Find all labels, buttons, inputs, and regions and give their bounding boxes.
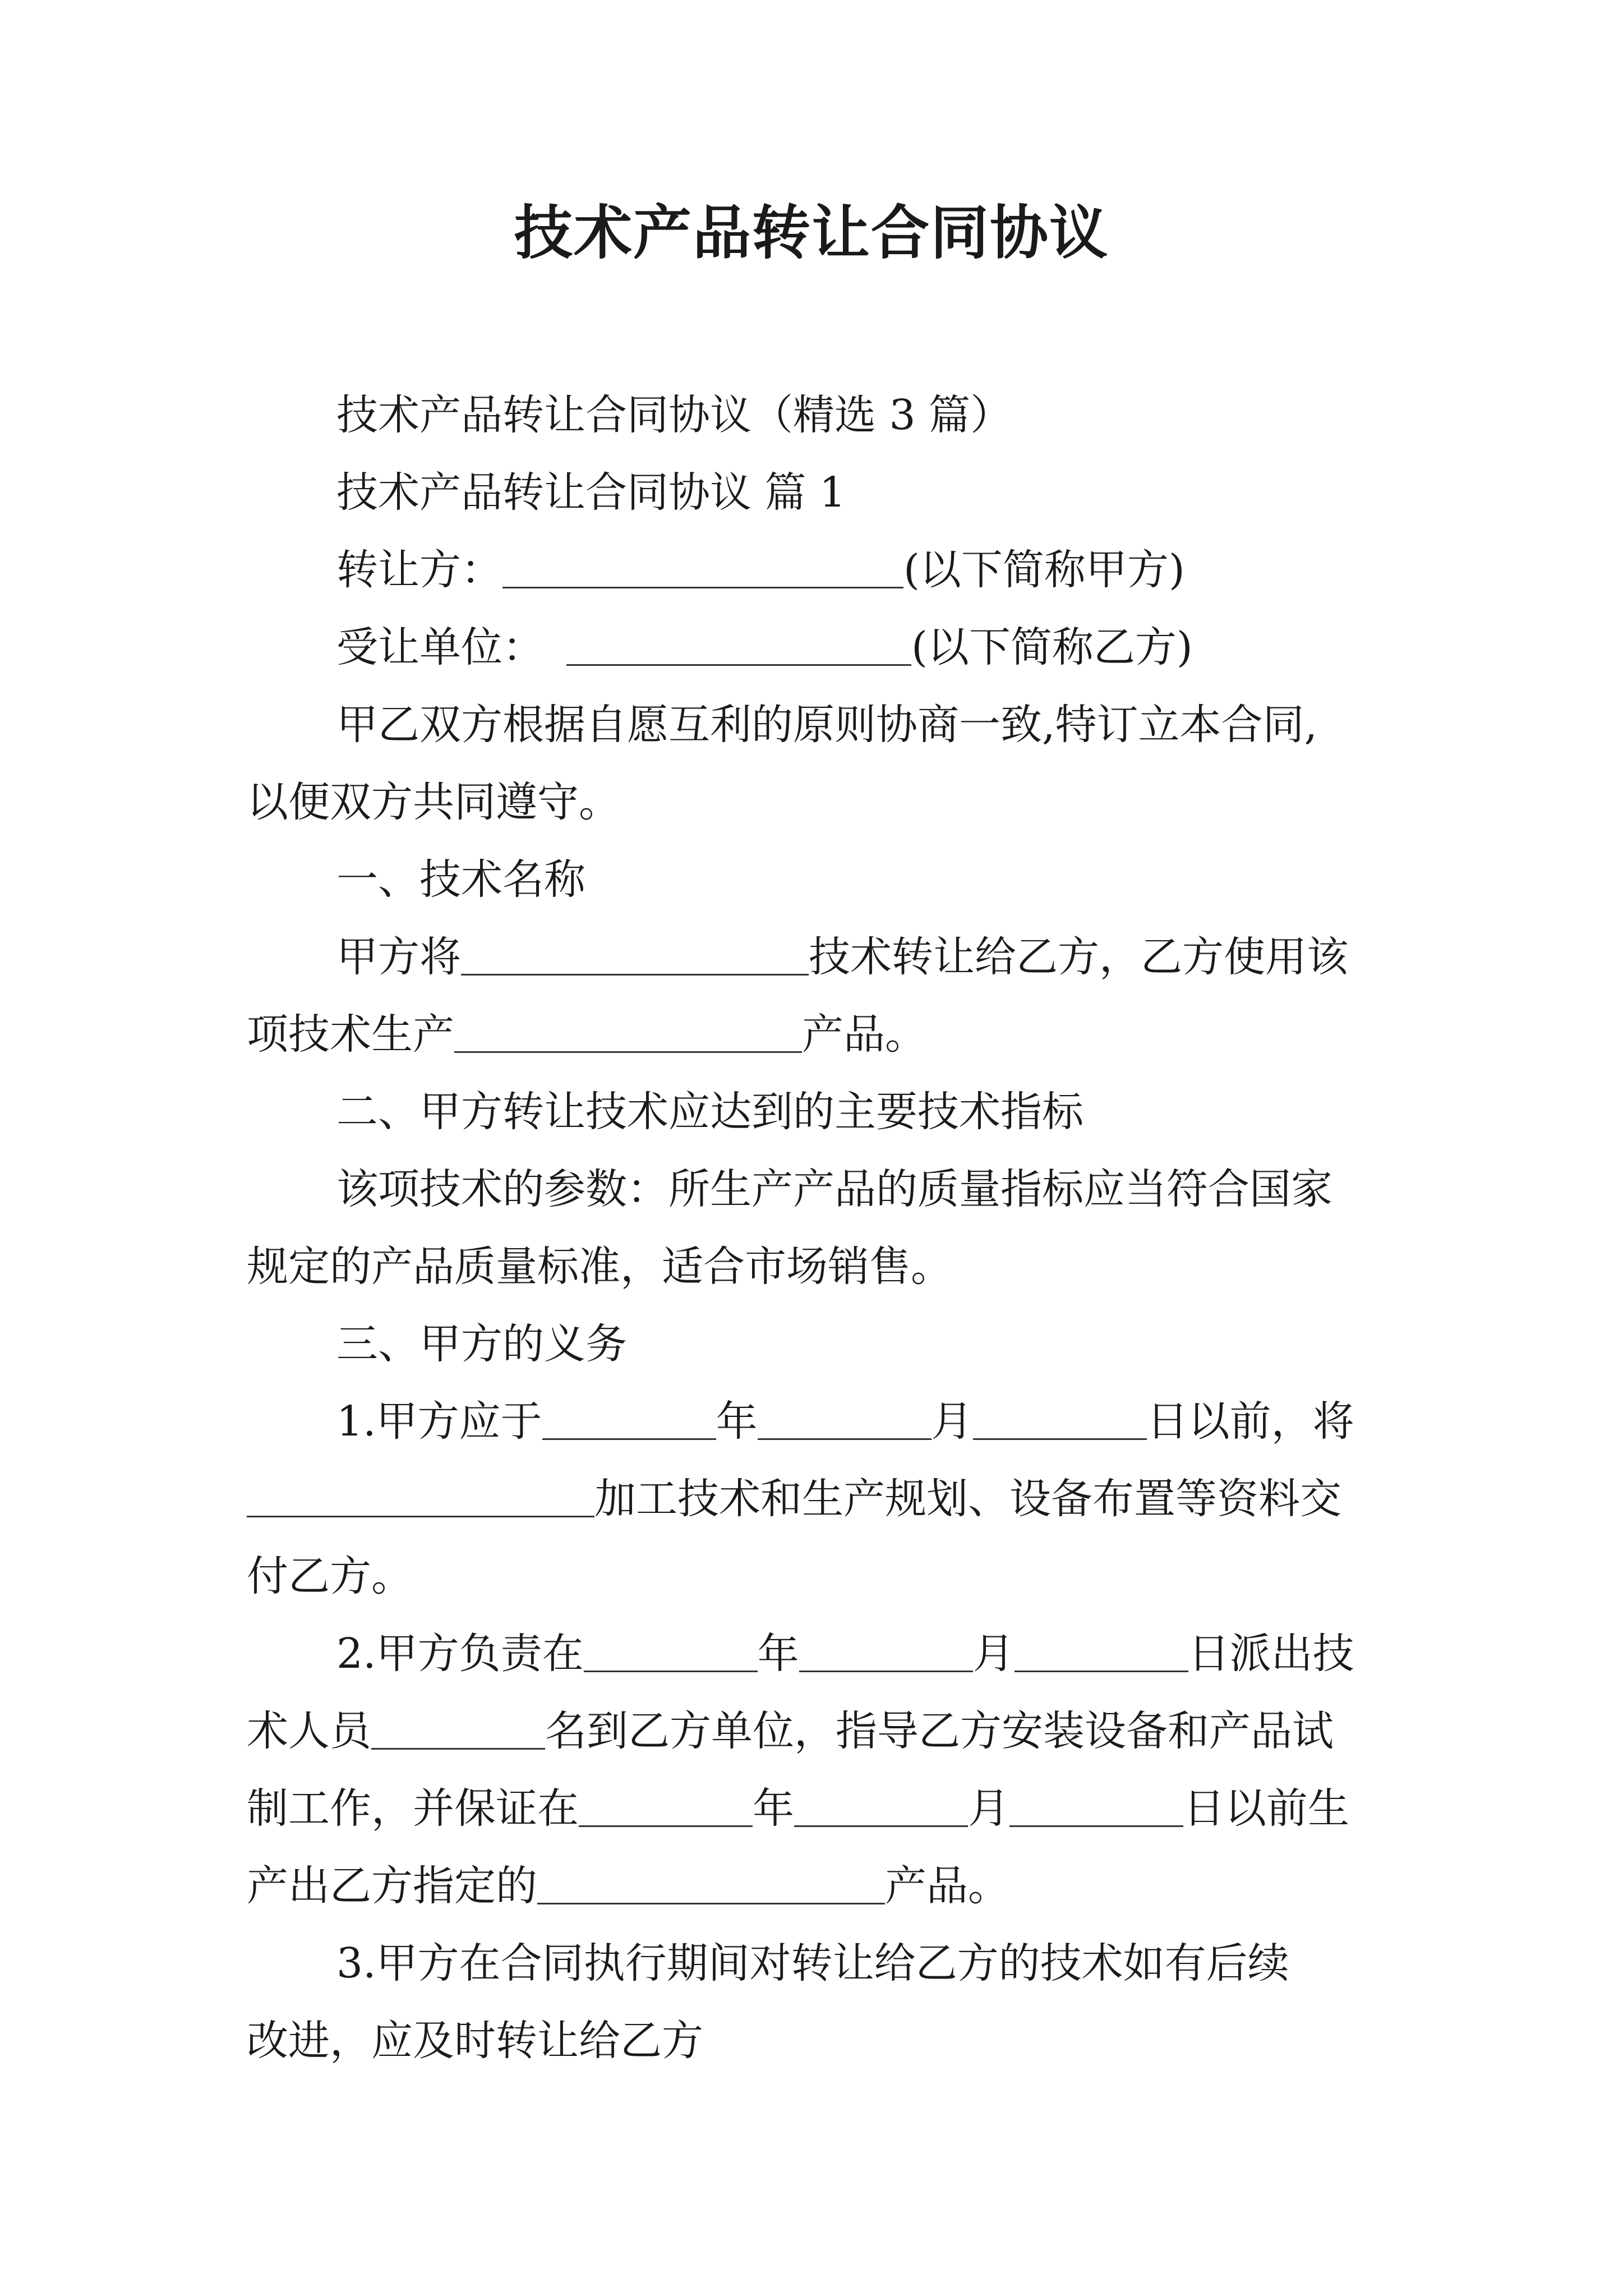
- section3-heading: 三、甲方的义务: [336, 1320, 627, 1368]
- item2-day2-blank: [1009, 1784, 1183, 1827]
- item3-line-2: 改进，应及时转让给乙方: [247, 2017, 703, 2065]
- transferor-blank: [502, 545, 903, 588]
- item2-month2-label: 月: [968, 1784, 1009, 1833]
- item2-text-g: 日以前生: [1183, 1784, 1349, 1833]
- intro-line-2: 以便双方共同遵守。: [247, 778, 620, 826]
- document-title: 技术产品转让合同协议: [514, 199, 1109, 267]
- transferee-label: 受让单位：: [336, 623, 544, 671]
- technology-name-blank: [461, 932, 809, 976]
- item1-year-label: 年: [716, 1397, 758, 1446]
- part-heading: 技术产品转让合同协议 篇 1: [336, 468, 846, 517]
- transferee-suffix: (以下简称乙方): [911, 623, 1193, 671]
- item1-month-label: 月: [931, 1397, 973, 1446]
- section1-para-line-1: [336, 929, 1348, 985]
- item1-line-3: 付乙方。: [247, 1552, 413, 1600]
- item1-text-d: 加工技术和生产规划、设备布置等资料交: [594, 1475, 1341, 1523]
- item2-month-blank: [799, 1629, 973, 1672]
- item1-text-c: 日以前，将: [1146, 1397, 1354, 1446]
- item2-text-d: 术人员: [247, 1707, 371, 1755]
- item1-line-2: [247, 1471, 1341, 1527]
- item1-technology-blank: [247, 1474, 594, 1517]
- item2-month2-blank: [794, 1784, 968, 1827]
- section1-text-a: 甲方将: [336, 933, 461, 981]
- subtitle: 技术产品转让合同协议（精选 3 篇）: [336, 391, 1012, 439]
- transferor-suffix: (以下简称甲方): [903, 546, 1185, 594]
- item1-line-1: [336, 1393, 1354, 1450]
- transferor-label: 转让方：: [336, 546, 502, 594]
- item2-year2-label: 年: [753, 1784, 794, 1833]
- section1-para-line-2: [247, 1006, 926, 1062]
- item2-staff-count-blank: [371, 1706, 545, 1750]
- item2-text-h: 产出乙方指定的: [247, 1862, 537, 1910]
- intro-line-1: 甲乙双方根据自愿互利的原则协商一致,特订立本合同,: [336, 701, 1318, 749]
- item3-line-1: 3.甲方在合同执行期间对转让给乙方的技术如有后续: [336, 1939, 1289, 1987]
- item2-line-2: [247, 1703, 1334, 1759]
- item2-line-3: [247, 1780, 1349, 1837]
- section2-line-2: 规定的产品质量标准，适合市场销售。: [247, 1243, 952, 1291]
- item1-month-blank: [758, 1397, 932, 1440]
- transferee-blank: [566, 623, 911, 666]
- transferee-line: [336, 619, 1193, 675]
- section1-text-b: 技术转让给乙方，乙方使用该: [809, 933, 1348, 981]
- product-name-blank: [454, 1010, 802, 1053]
- item2-text-a: 2.甲方负责在: [336, 1630, 584, 1678]
- section2-line-1: 该项技术的参数：所生产产品的质量指标应当符合国家: [336, 1165, 1332, 1213]
- transferor-line: [336, 542, 1185, 598]
- item1-year-blank: [542, 1397, 716, 1440]
- section1-text-c: 项技术生产: [247, 1010, 454, 1059]
- item2-day-blank: [1015, 1629, 1188, 1672]
- item2-month-label: 月: [972, 1630, 1015, 1678]
- item2-line-1: [336, 1626, 1354, 1682]
- section1-heading: 一、技术名称: [336, 855, 585, 904]
- item2-text-i: 产品。: [885, 1862, 1009, 1910]
- item2-year2-blank: [579, 1784, 753, 1827]
- section1-text-d: 产品。: [802, 1010, 926, 1059]
- item2-year-blank: [584, 1629, 758, 1672]
- item2-text-f: 制工作，并保证在: [247, 1784, 579, 1833]
- section2-heading: 二、甲方转让技术应达到的主要技术指标: [336, 1088, 1083, 1136]
- item2-text-e: 名到乙方单位，指导乙方安装设备和产品试: [545, 1707, 1334, 1755]
- item2-text-c: 日派出技: [1188, 1630, 1354, 1678]
- item2-product-blank: [537, 1861, 885, 1904]
- item2-year-label: 年: [757, 1630, 799, 1678]
- item2-line-4: [247, 1858, 1009, 1914]
- item1-text-a: 1.甲方应于: [336, 1397, 542, 1446]
- item1-day-blank: [973, 1397, 1147, 1440]
